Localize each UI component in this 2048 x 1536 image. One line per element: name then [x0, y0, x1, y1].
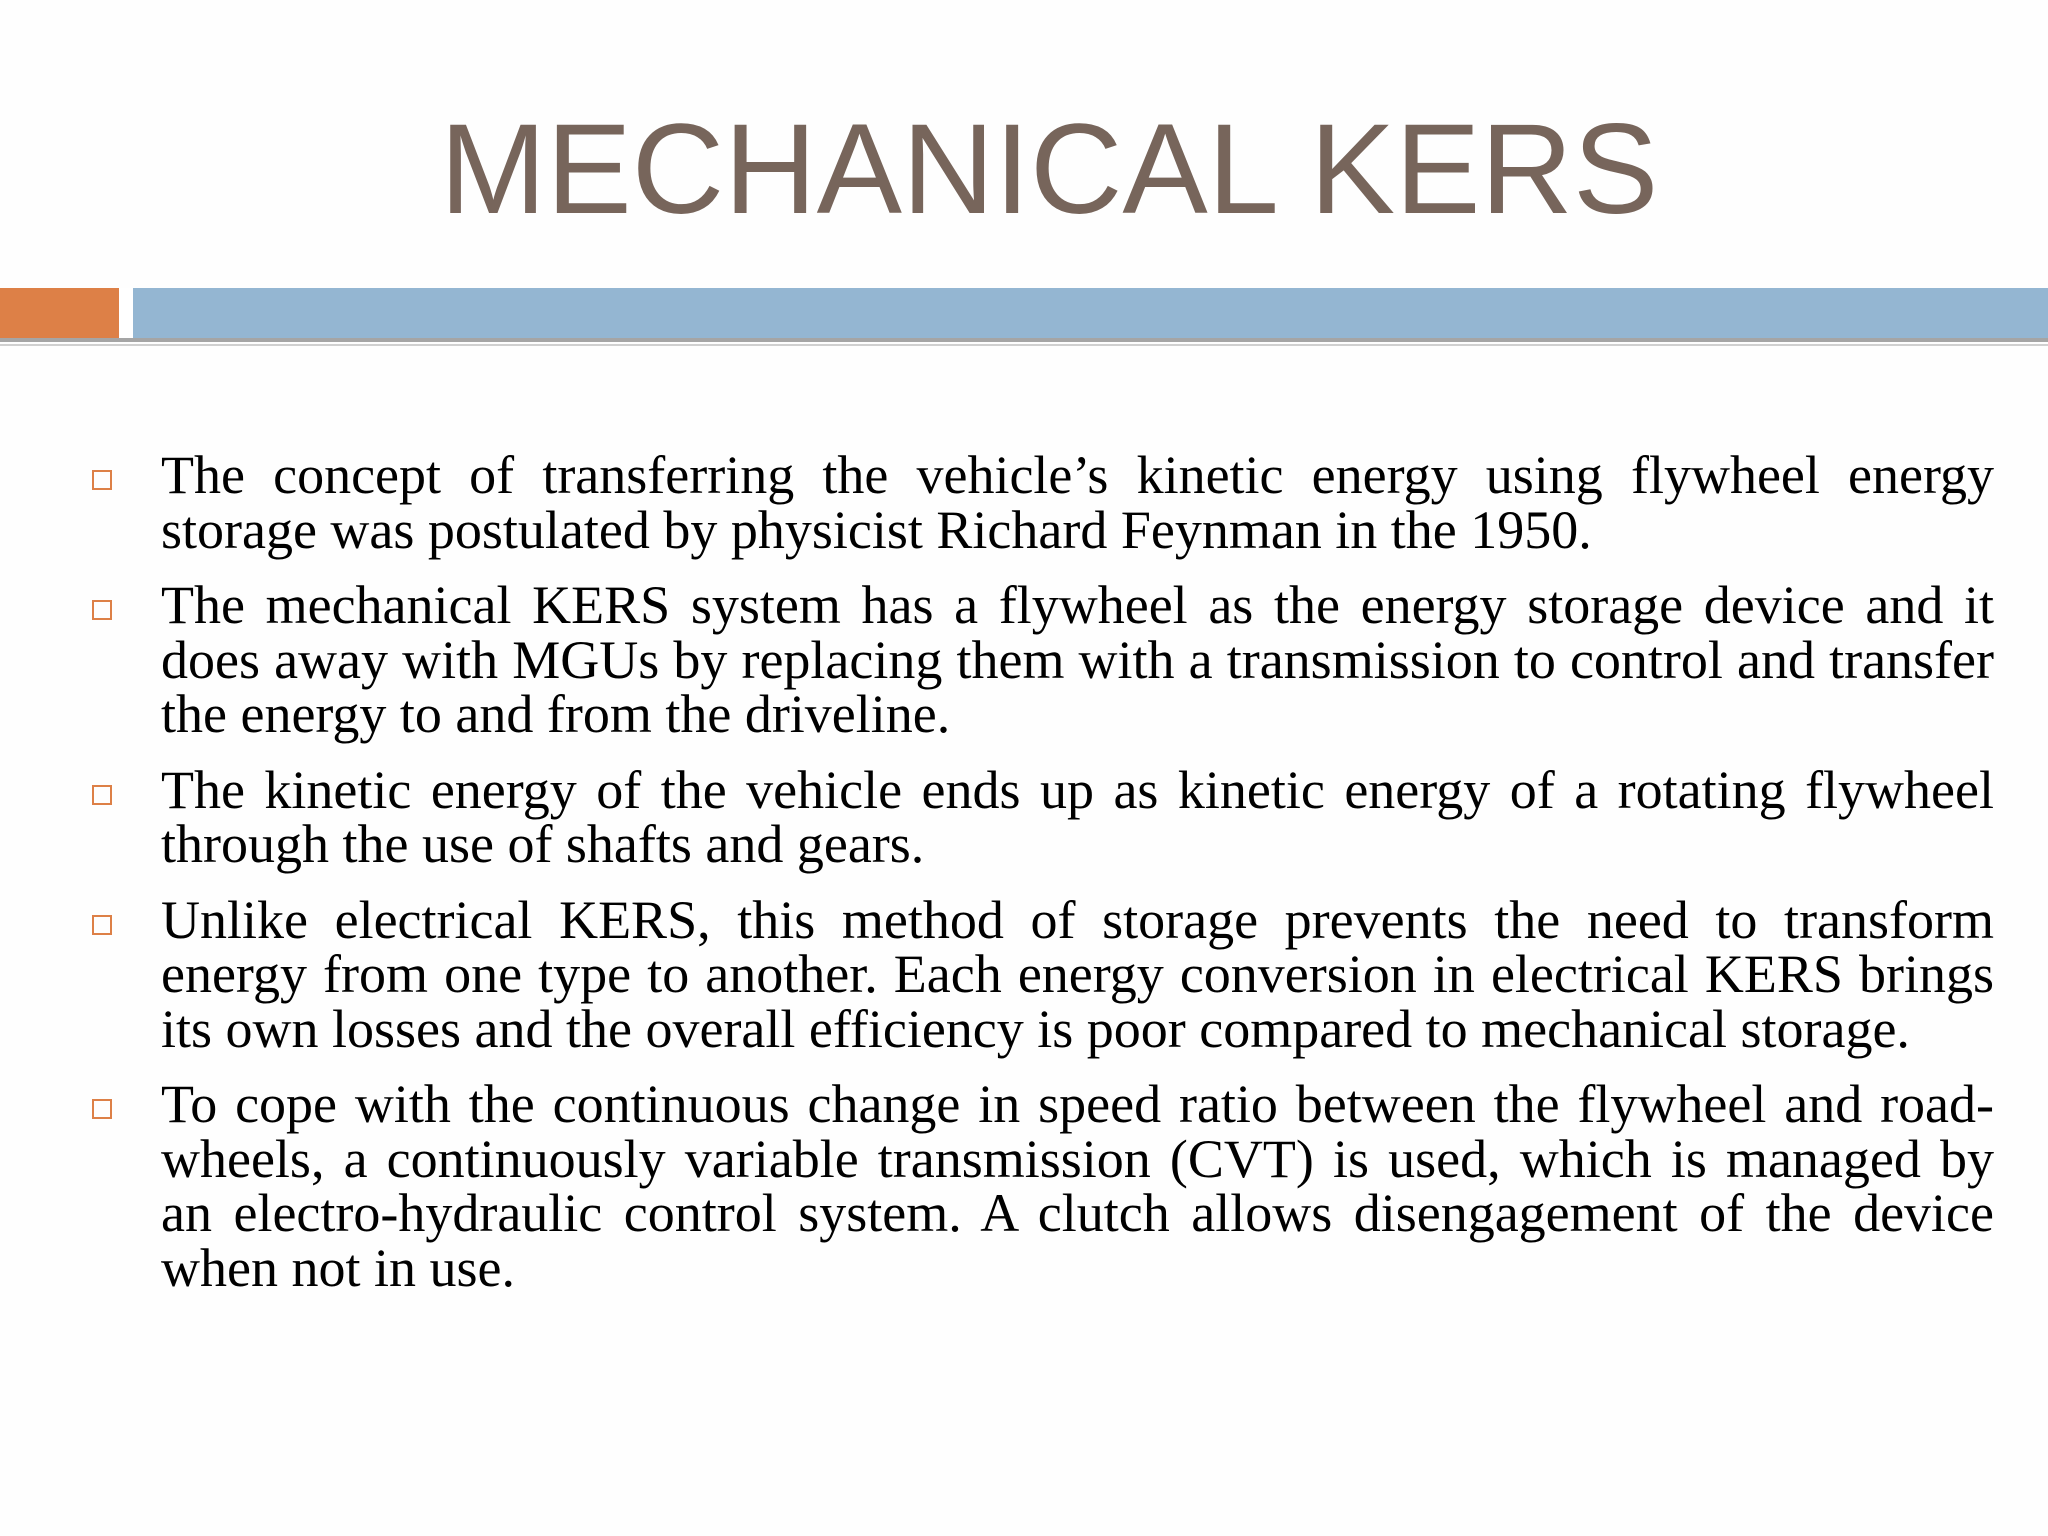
bullet-item: [0, 445, 2048, 560]
accent-bar-blue: [133, 288, 2048, 338]
bullet-item: [0, 575, 2048, 744]
bullet-text: The mechanical KERS system has a flywheel as the energy storage device and it does away with MGUs by replacing them with a transmission to control and transfer the energy to and from the driveline.: [161, 575, 1994, 744]
bullet-text: To cope with the continuous change in speed ratio between the flywheel and road-wheels, a continuously variable transmission (CVT) is used, which is managed by an electro-hydraulic control system. A clutch allows disengagement of the device when not in use.: [161, 1074, 1994, 1298]
hollow-square-bullet-icon: [92, 600, 112, 620]
slide-title: MECHANICAL KERS: [439, 98, 1659, 241]
hollow-square-bullet-icon: [92, 915, 112, 935]
bullet-item: [0, 1074, 2048, 1298]
bullet-item: [0, 889, 2048, 1059]
accent-bar-orange: [0, 288, 119, 338]
bullet-text: The concept of transferring the vehicle’s kinetic energy using flywheel energy storage was postulated by physicist Richard Feynman in the 1950.: [161, 445, 1994, 560]
bullet-list: [0, 445, 2048, 1316]
bullet-text: Unlike electrical KERS, this method of storage prevents the need to transform energy from one type to another. Each energy conversion in electrical KERS brings its own losses and the overall efficiency is poor compared to mechanical storage.: [161, 889, 1994, 1059]
hollow-square-bullet-icon: [92, 1099, 112, 1119]
hollow-square-bullet-icon: [92, 785, 112, 805]
accent-bar-gap: [119, 288, 133, 338]
bullet-text: The kinetic energy of the vehicle ends up as kinetic energy of a rotating flywheel through the use of shafts and gears.: [161, 759, 1994, 874]
bullet-item: [0, 759, 2048, 874]
hollow-square-bullet-icon: [92, 470, 112, 490]
accent-bar-shadow: [0, 338, 2048, 342]
accent-bar-shadow-line: [0, 344, 2048, 346]
